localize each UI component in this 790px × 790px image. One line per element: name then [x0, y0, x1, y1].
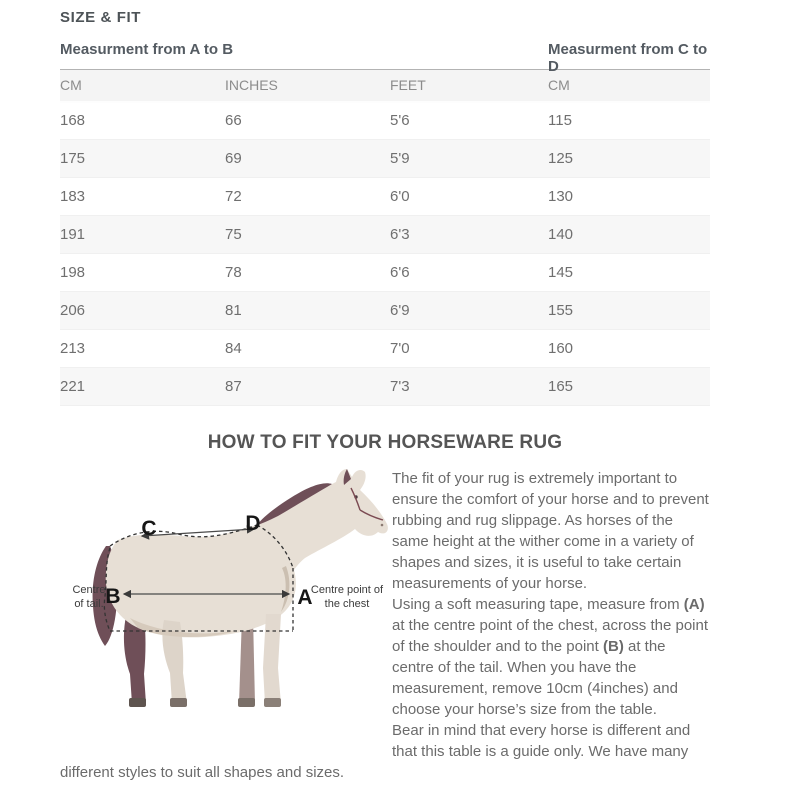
- cell-cm: 221: [60, 368, 225, 406]
- table-row: [60, 102, 710, 140]
- fit-guide-section: [60, 468, 710, 783]
- cell-cm2: 130: [548, 178, 710, 216]
- diagram-label-d: D: [245, 512, 261, 535]
- point-a-ref: (A): [683, 596, 705, 613]
- size-table: [60, 69, 710, 406]
- cell-cm2: 140: [548, 216, 710, 254]
- cell-inches: 72: [225, 178, 390, 216]
- table-group-headers: [60, 41, 710, 75]
- cell-feet: 5'6: [390, 102, 548, 140]
- how-to-fit-heading: HOW TO FIT YOUR HORSEWARE RUG: [207, 432, 563, 453]
- cell-cm2: 115: [548, 102, 710, 140]
- group-header-c-to-d: Measurment from C to D: [548, 41, 708, 75]
- cell-cm: 175: [60, 140, 225, 178]
- cell-inches: 75: [225, 216, 390, 254]
- cell-inches: 84: [225, 330, 390, 368]
- cell-cm: 198: [60, 254, 225, 292]
- cell-cm: 191: [60, 216, 225, 254]
- fit-paragraph-note: Bear in mind that every horse is different and that this table is a guide only. We have many different styles to suit all shapes and sizes.: [60, 722, 691, 781]
- caption-centre-of-tail-line1: Centre: [72, 584, 106, 596]
- section-title: SIZE & FIT: [60, 9, 141, 26]
- cell-feet: 6'0: [390, 178, 548, 216]
- cell-cm2: 160: [548, 330, 710, 368]
- table-row: [60, 330, 710, 368]
- horse-measurement-diagram: [60, 468, 392, 762]
- cell-feet: 6'9: [390, 292, 548, 330]
- cell-cm2: 165: [548, 368, 710, 406]
- column-header-cm-ab: CM: [60, 70, 225, 102]
- cell-feet: 7'3: [390, 368, 548, 406]
- fit-paragraph-intro: The fit of your rug is extremely important to ensure the comfort of your horse and to prevent rubbing and rug slippage. As horses of the same height at the wither come in a variety of shapes and sizes, it is useful to take certain measurements of your horse.: [392, 470, 709, 592]
- cell-cm: 168: [60, 102, 225, 140]
- cell-inches: 69: [225, 140, 390, 178]
- cell-cm: 183: [60, 178, 225, 216]
- column-header-inches: INCHES: [225, 70, 390, 102]
- column-header-cm-cd: CM: [548, 70, 710, 102]
- cell-feet: 5'9: [390, 140, 548, 178]
- caption-centre-of-chest-line1: Centre point of: [310, 584, 384, 596]
- column-header-feet: FEET: [390, 70, 548, 102]
- table-row: [60, 216, 710, 254]
- table-row: [60, 178, 710, 216]
- measuring-text-1: Using a soft measuring tape, measure from: [392, 596, 684, 613]
- table-row: [60, 254, 710, 292]
- cell-feet: 7'0: [390, 330, 548, 368]
- diagram-label-b: B: [105, 585, 121, 608]
- cell-cm2: 155: [548, 292, 710, 330]
- measuring-text-2: at the centre point of the chest, across the point of the shoulder and to the point: [392, 617, 709, 655]
- cell-inches: 66: [225, 102, 390, 140]
- point-b-ref: (B): [603, 638, 624, 655]
- measuring-text-3: at the centre of the tail. When you have the measurement, remove 10cm (4inches) and choose your horse’s size from the table.: [392, 638, 678, 718]
- cell-cm2: 125: [548, 140, 710, 178]
- caption-centre-of-chest-line2: the chest: [324, 598, 370, 610]
- cell-inches: 81: [225, 292, 390, 330]
- table-row: [60, 140, 710, 178]
- group-header-a-to-b: Measurment from A to B: [60, 41, 234, 58]
- diagram-label-c: C: [141, 517, 157, 540]
- cell-cm: 206: [60, 292, 225, 330]
- caption-centre-of-tail-line2: of tail.: [74, 598, 104, 610]
- table-row: [60, 292, 710, 330]
- table-row: [60, 368, 710, 406]
- cell-cm: 213: [60, 330, 225, 368]
- cell-inches: 78: [225, 254, 390, 292]
- cell-inches: 87: [225, 368, 390, 406]
- cell-feet: 6'3: [390, 216, 548, 254]
- diagram-label-a: A: [297, 586, 313, 609]
- cell-cm2: 145: [548, 254, 710, 292]
- cell-feet: 6'6: [390, 254, 548, 292]
